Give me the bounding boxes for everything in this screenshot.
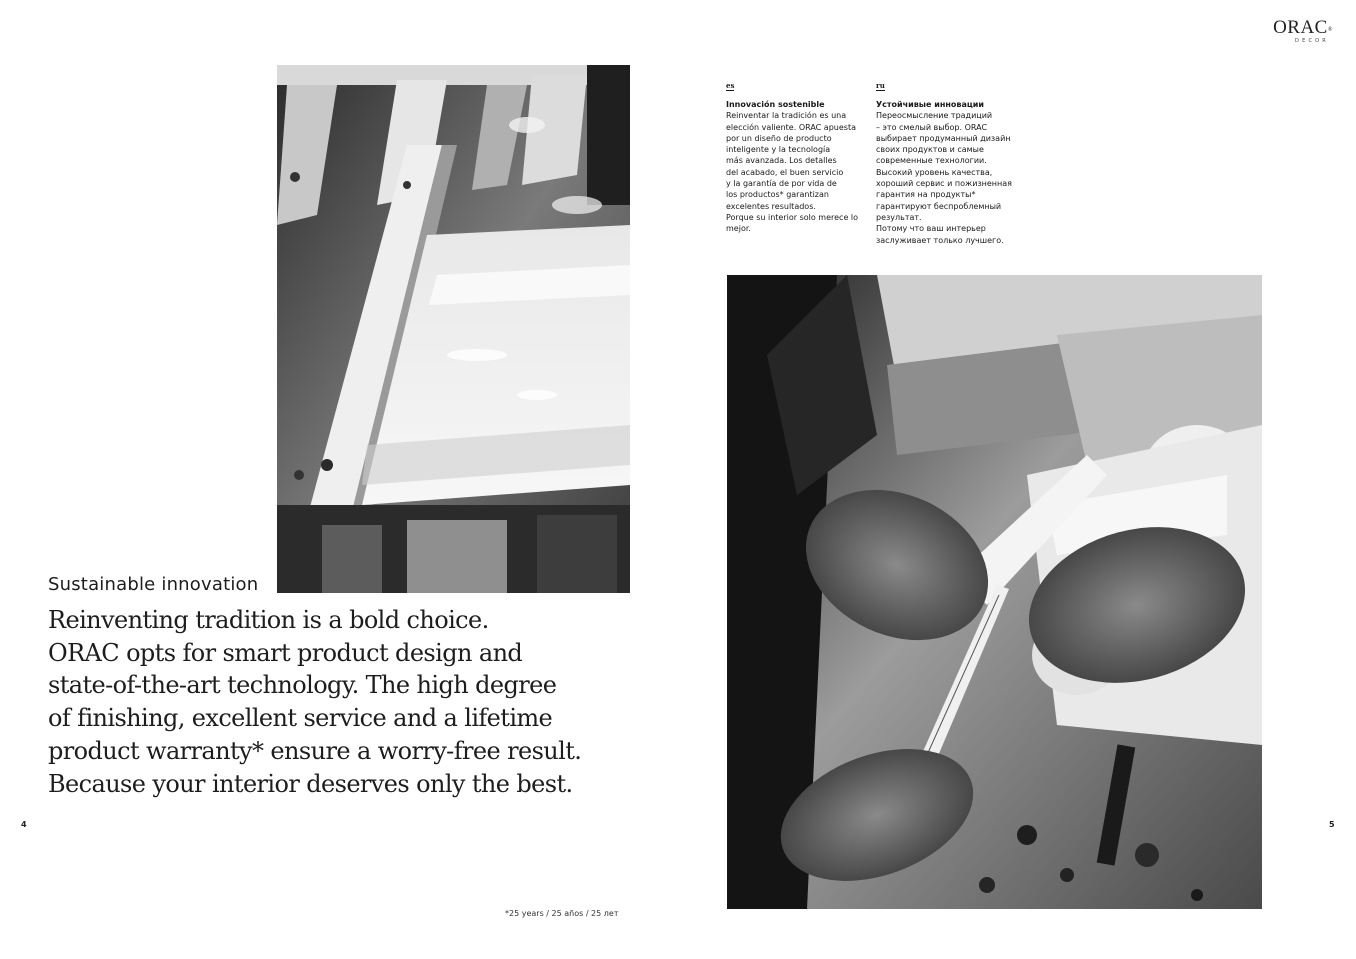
translation-line: y la garantía de por vida de [726,179,837,189]
lead-line: state-of-the-art technology. The high degree [48,671,557,700]
language-code-es: es [726,81,735,90]
lead-line: Reinventing tradition is a bold choice. [48,606,489,634]
lead-line: product warranty* ensure a worry-free result. [48,736,582,765]
translation-ru [876,80,1026,246]
translation-es [726,80,876,235]
language-code-ru: ru [876,81,885,90]
translation-line: excelentes resultados. [726,201,816,211]
section-title: Sustainable innovation [48,574,259,595]
translation-line: del acabado, el buen servicio [726,167,844,177]
translation-body-es [726,110,876,234]
production-mould-photo [277,65,630,593]
translation-line: – это смелый выбор. ORAC [876,122,988,132]
translation-line: Высокий уровень качества, [876,167,993,177]
page-number-left: 4 [21,820,27,829]
lead-line: ORAC opts for smart product design and [48,638,523,667]
warranty-footnote: *25 years / 25 años / 25 лет [505,909,619,918]
lead-line: Because your interior deserves only the best. [48,769,573,798]
translation-body-ru [876,110,1026,246]
translation-line: заслуживает только лучшего. [876,235,1004,245]
translation-line: Переосмысление традиций [876,111,993,121]
translation-heading-ru: Устойчивые инновации [876,100,985,109]
translation-line: своих продуктов и самые [876,145,984,155]
translation-line: Потому что ваш интерьер [876,224,986,234]
translation-line: Reinventar la tradición es una [726,111,847,121]
translation-line: más avanzada. Los detalles [726,156,837,166]
orac-decor-logo [1268,18,1338,48]
translation-line: выбирает продуманный дизайн [876,133,1011,143]
production-mould-image [277,65,630,593]
translation-line: inteligente y la tecnología [726,145,831,155]
page-number-right: 5 [1329,820,1335,829]
craftsman-measuring-image [727,275,1262,909]
translation-line: por un diseño de producto [726,133,832,143]
lead-paragraph [48,604,588,800]
craftsman-measuring-photo [727,275,1262,909]
logo-brand: ORAC [1273,17,1328,38]
logo-registered-mark: ® [1327,27,1333,33]
translation-heading-es: Innovación sostenible [726,100,825,109]
translation-line: гарантия на продукты* [876,190,976,200]
logo-sub: DECOR [1295,38,1329,44]
translation-line: результат. [876,212,922,222]
lead-line: of finishing, excellent service and a lifetime [48,704,553,733]
translation-line: гарантируют беспроблемный [876,201,1002,211]
translation-line: mejor. [726,224,751,234]
translation-line: современные технологии. [876,156,987,166]
translation-line: los productos* garantizan [726,190,829,200]
translation-line: elección valiente. ORAC apuesta [726,122,856,132]
translation-line: хороший сервис и пожизненная [876,179,1012,189]
translation-line: Porque su interior solo merece lo [726,212,859,222]
